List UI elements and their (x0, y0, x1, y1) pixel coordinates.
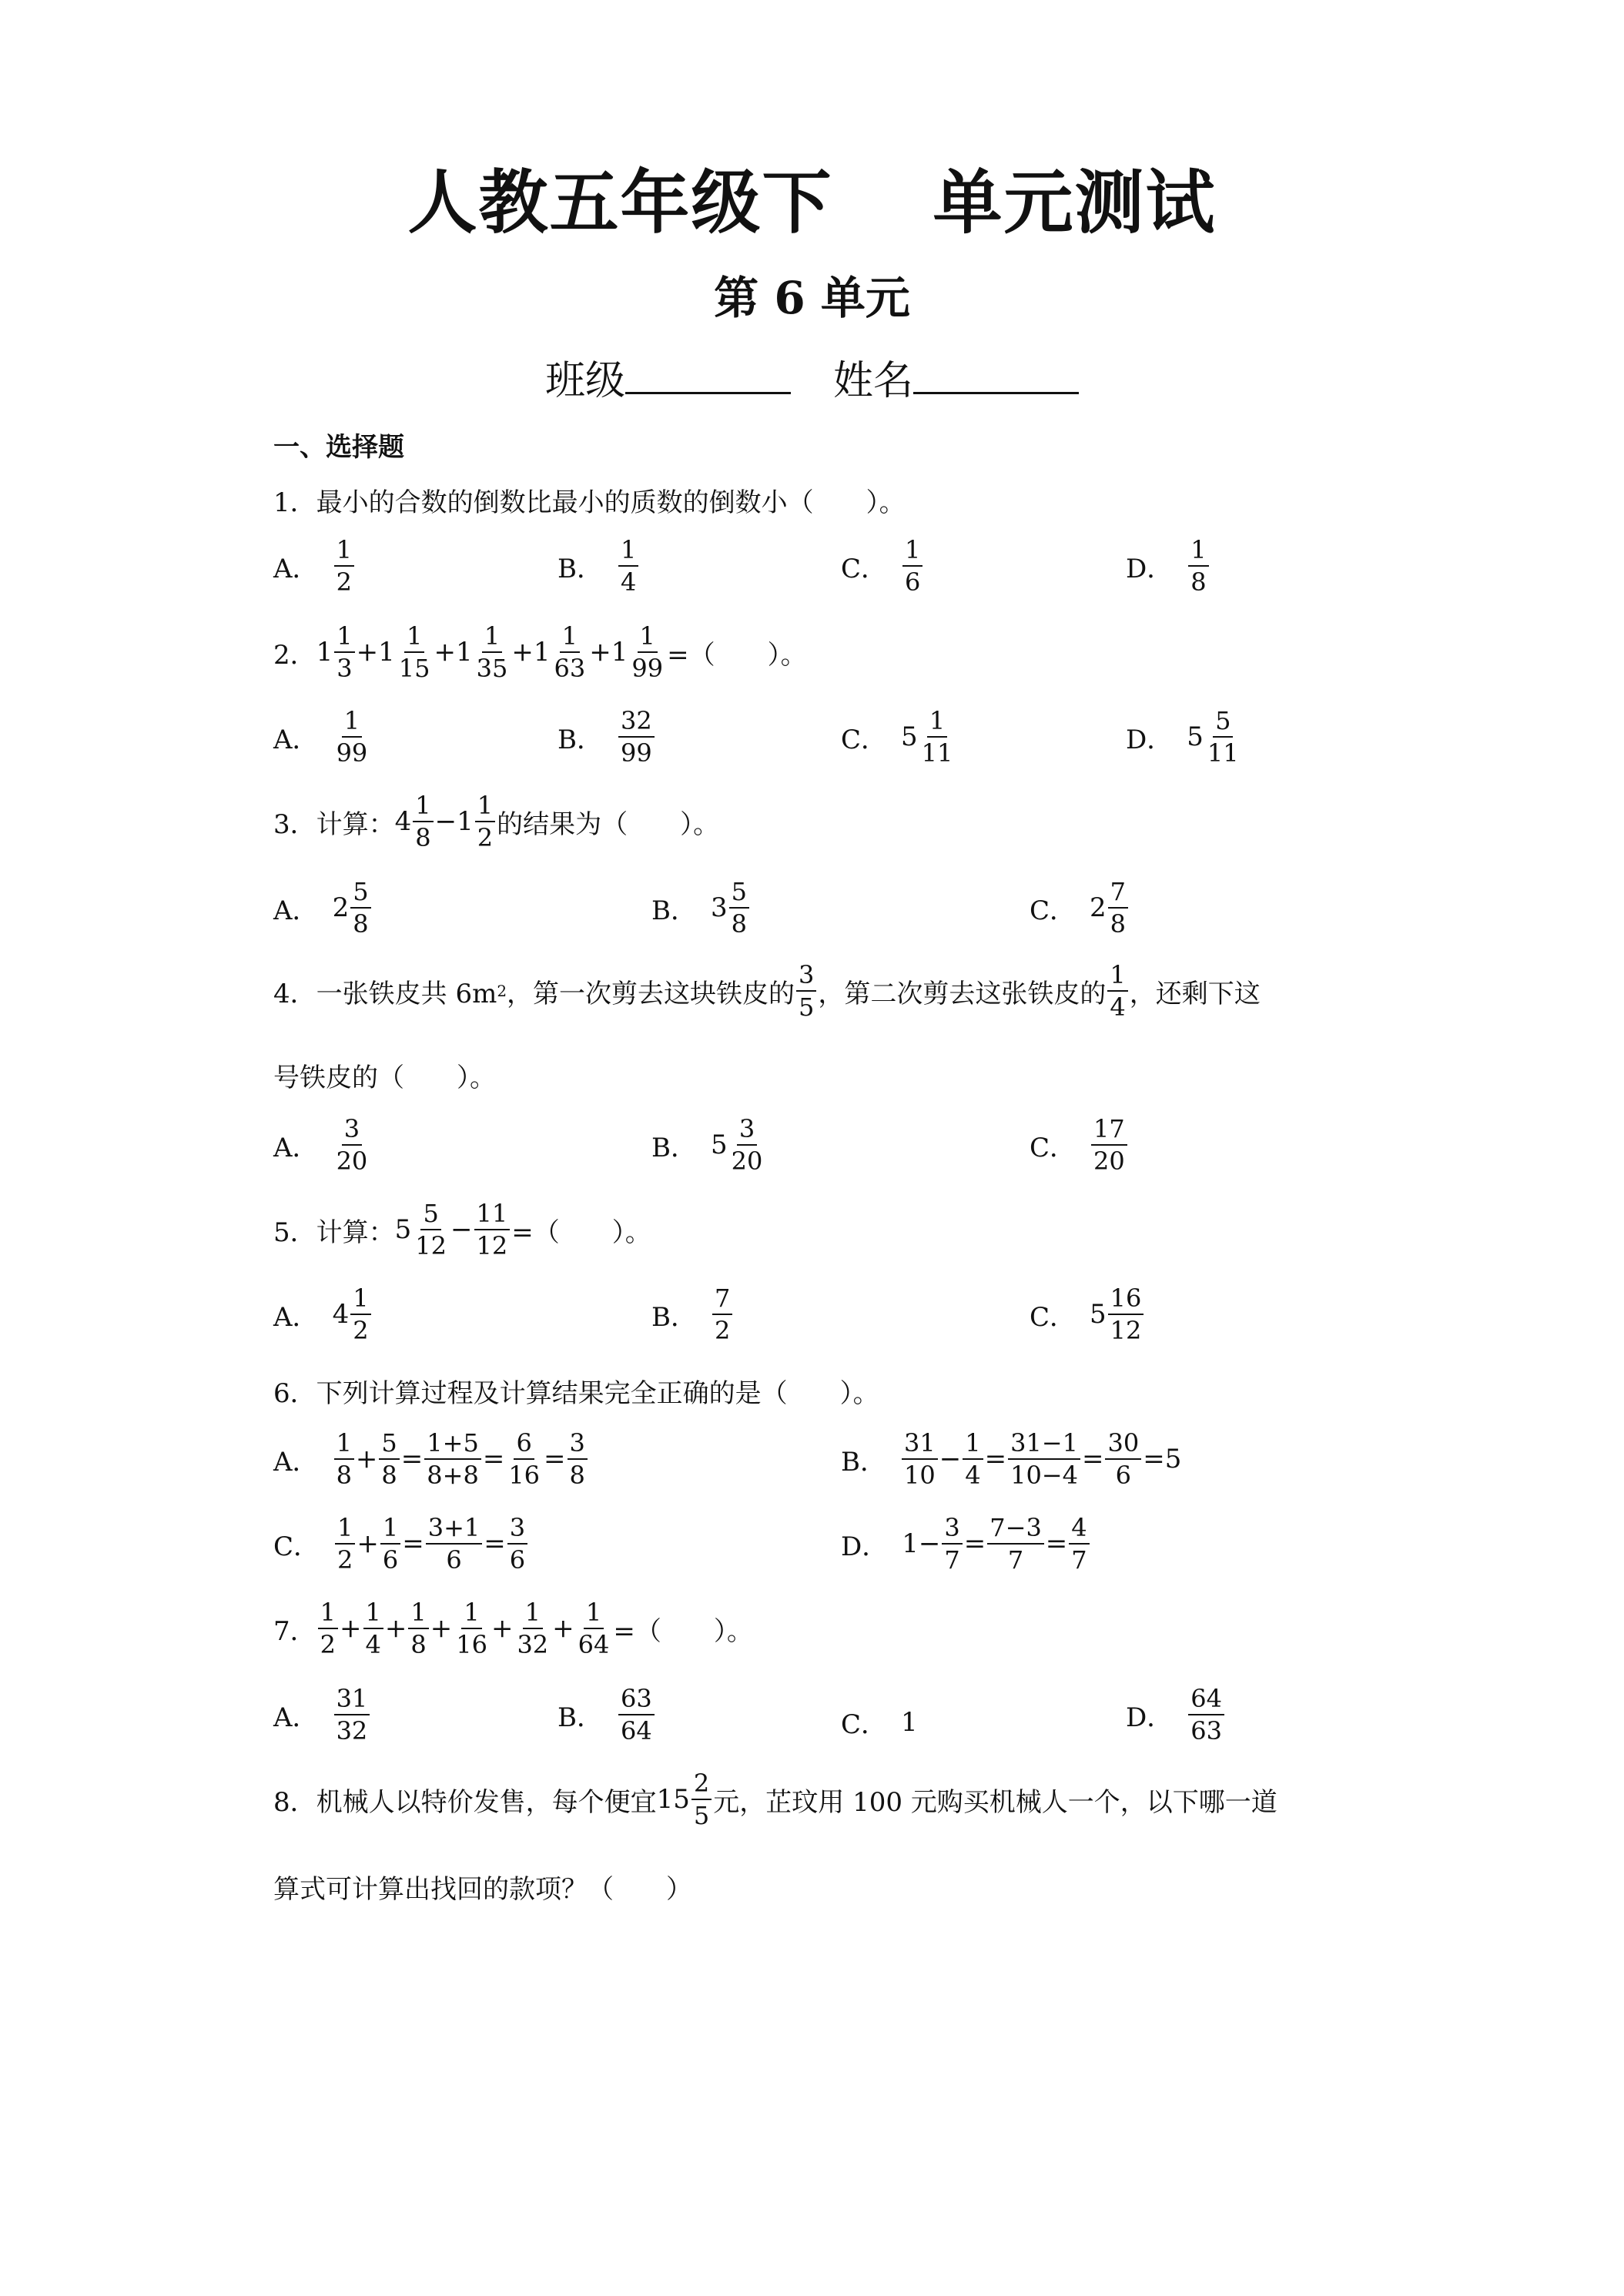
numerator: 7 (712, 1286, 732, 1315)
numerator: 63 (618, 1686, 655, 1715)
operator: − (918, 1528, 941, 1559)
numerator: 31−1 (1008, 1431, 1080, 1460)
unit-subtitle: 第 6 单元 (714, 272, 910, 324)
question-number: 2． (273, 639, 316, 671)
fraction (729, 1114, 765, 1176)
whole: 2 (1090, 892, 1107, 923)
plus-sign: + (356, 637, 379, 668)
denominator: 6 (382, 1545, 399, 1575)
q1-option-a[interactable] (273, 535, 356, 597)
numerator: 1 (475, 793, 495, 822)
q3-option-b[interactable] (651, 877, 751, 939)
page-title (0, 146, 1624, 246)
denominator: 7 (1007, 1545, 1024, 1575)
whole: 5 (394, 1214, 412, 1245)
numerator: 1 (334, 1431, 354, 1460)
denominator: 4 (1110, 992, 1126, 1022)
numerator: 1 (350, 1286, 370, 1315)
question-number: 7． (273, 1615, 316, 1647)
numerator: 1 (963, 1431, 983, 1460)
fraction (1188, 1686, 1224, 1743)
numerator: 3 (507, 1515, 527, 1545)
question-1: 1．最小的合数的倒数比最小的质数的倒数小（ ）。 (273, 487, 906, 518)
option-label: C． (273, 1531, 320, 1562)
denominator: 64 (621, 1716, 652, 1745)
fraction (1091, 1114, 1127, 1176)
fraction (334, 706, 370, 768)
denominator: 4 (965, 1461, 981, 1490)
option-label: C． (1030, 1301, 1077, 1333)
option-label: C． (841, 1709, 888, 1740)
q4-option-c[interactable] (1030, 1114, 1129, 1176)
option-label: B． (841, 1446, 886, 1478)
fraction (318, 1600, 338, 1657)
denominator: 2 (715, 1316, 731, 1345)
q2-option-a[interactable] (273, 706, 371, 768)
q1-option-d[interactable] (1126, 535, 1210, 597)
denominator: 20 (1093, 1146, 1125, 1176)
fraction (413, 1201, 449, 1258)
fraction (568, 1428, 588, 1490)
plus-sign: + (552, 1613, 574, 1644)
denominator: 6 (446, 1545, 462, 1575)
question-4-line2: 号铁皮的（ ）。 (273, 1063, 496, 1093)
numerator: 5 (420, 1201, 440, 1230)
numerator: 30 (1105, 1431, 1141, 1460)
q1-option-c[interactable] (841, 535, 924, 597)
minus-sign: − (434, 806, 457, 837)
numerator: 3+1 (426, 1515, 483, 1545)
plus-sign: + (340, 1613, 362, 1644)
fraction (942, 1513, 962, 1575)
equals-sign: = (1081, 1444, 1104, 1474)
numerator: 1 (413, 793, 433, 822)
fraction (618, 706, 655, 768)
denominator: 4 (621, 567, 637, 597)
numerator: 5 (350, 879, 370, 909)
denominator: 99 (631, 654, 664, 683)
equals-sign: = (984, 1444, 1007, 1474)
numerator: 1 (363, 1600, 383, 1629)
denominator: 8 (353, 909, 369, 939)
option-label: B． (651, 895, 697, 926)
class-label: 班级 (544, 358, 625, 404)
fraction (334, 1114, 370, 1176)
question-4 (273, 960, 1261, 1022)
option-label: A． (273, 724, 319, 755)
denominator: 11 (1207, 738, 1239, 768)
numerator: 1 (404, 624, 424, 653)
denominator: 8 (381, 1461, 397, 1490)
fraction (350, 877, 370, 939)
numerator: 32 (618, 708, 655, 738)
equals-sign: = (402, 1528, 424, 1559)
fraction (796, 960, 816, 1022)
q6-option-c[interactable] (273, 1513, 529, 1575)
numerator: 5 (1213, 708, 1233, 738)
numerator: 6 (514, 1431, 534, 1460)
numerator: 5 (379, 1431, 399, 1460)
option-label: D． (1126, 724, 1174, 755)
fraction (426, 1513, 483, 1575)
fraction (474, 1201, 511, 1258)
numerator: 1 (334, 537, 354, 567)
q5-option-c[interactable] (1030, 1286, 1145, 1343)
q7-option-b[interactable] (558, 1686, 656, 1743)
denominator: 8 (569, 1461, 585, 1490)
fraction (363, 1600, 383, 1657)
option-label: D． (1126, 553, 1174, 584)
class-blank (625, 358, 791, 394)
q6-option-b[interactable] (841, 1428, 1182, 1490)
fraction (1108, 1286, 1144, 1343)
denominator: 32 (336, 1716, 368, 1745)
result-value: 5 (1164, 1444, 1182, 1474)
fraction (475, 793, 495, 850)
numerator: 2 (691, 1771, 712, 1800)
denominator: 6 (509, 1545, 526, 1575)
numerator: 3 (942, 1515, 962, 1545)
option-label: C． (841, 724, 888, 755)
fraction (1105, 1428, 1141, 1490)
q6-option-d[interactable] (841, 1513, 1091, 1575)
question-text: 元，芷玟用 100 元购买机械人一个，以下哪一道 (713, 1786, 1277, 1818)
numerator: 31 (902, 1431, 938, 1460)
plus-sign: + (434, 637, 456, 668)
denominator: 99 (621, 738, 652, 768)
question-text: 的结果为（ ）。 (497, 808, 720, 840)
fraction (350, 1286, 370, 1343)
fraction (919, 706, 956, 768)
fraction (380, 1513, 400, 1575)
numerator: 31 (334, 1686, 370, 1715)
fraction (712, 1286, 732, 1343)
numerator: 16 (1108, 1286, 1144, 1315)
denominator: 8 (415, 823, 431, 852)
fraction (618, 1686, 655, 1743)
minus-sign: − (450, 1214, 473, 1245)
fraction (1188, 535, 1208, 597)
operator: + (357, 1528, 379, 1559)
numerator: 1 (927, 708, 947, 738)
operator: + (355, 1444, 378, 1474)
denominator: 15 (398, 654, 430, 683)
fraction (424, 1428, 481, 1490)
q7-option-c[interactable] (841, 1703, 918, 1741)
operator: − (939, 1444, 962, 1474)
fraction (902, 535, 922, 597)
numerator: 1 (560, 624, 580, 653)
q3-option-c[interactable] (1030, 877, 1130, 939)
question-7 (273, 1600, 753, 1657)
denominator: 11 (921, 738, 953, 768)
numerator: 1 (584, 1600, 604, 1629)
equals-sign: = (1143, 1444, 1165, 1474)
q6-option-a[interactable] (273, 1428, 589, 1490)
fraction (729, 877, 749, 939)
equals-sign: = (544, 1444, 566, 1474)
question-text: ，还剩下这 (1129, 978, 1261, 1009)
plus-sign: + (491, 1613, 514, 1644)
numerator: 1 (482, 624, 502, 653)
option-label: A． (273, 1446, 319, 1478)
numerator: 1 (318, 1600, 338, 1629)
option-label: C． (1030, 895, 1077, 926)
plus-sign: + (430, 1613, 453, 1644)
fraction (397, 621, 433, 683)
question-text: ，第二次剪去这张铁皮的 (818, 978, 1107, 1009)
fraction (335, 1513, 355, 1575)
option-label: B． (651, 1301, 697, 1333)
whole: 5 (711, 1130, 728, 1160)
numerator: 11 (474, 1201, 511, 1230)
numerator: 3 (796, 962, 816, 992)
fraction (334, 1686, 370, 1743)
denominator: 20 (731, 1146, 763, 1176)
q1-option-b[interactable] (558, 535, 640, 597)
denominator: 6 (1115, 1461, 1131, 1490)
numerator: 1 (523, 1600, 543, 1629)
fraction (629, 621, 665, 683)
denominator: 8 (1110, 909, 1127, 939)
denominator: 3 (337, 654, 353, 683)
denominator: 20 (336, 1146, 368, 1176)
q3-option-a[interactable] (273, 877, 373, 939)
option-label: A． (273, 1702, 319, 1733)
question-8-line2: 算式可计算出找回的款项？（ ） (273, 1874, 692, 1905)
name-label: 姓名 (833, 358, 914, 404)
fraction (1107, 960, 1127, 1022)
fraction (408, 1600, 428, 1657)
whole: 15 (656, 1784, 690, 1815)
whole: 1 (902, 1528, 919, 1559)
question-2 (273, 621, 807, 683)
answer-blank: =（ ）。 (511, 1217, 651, 1248)
option-label: B． (558, 1702, 603, 1733)
numerator: 5 (729, 879, 749, 909)
numerator: 1+5 (424, 1431, 481, 1460)
q2-option-b[interactable] (558, 706, 656, 768)
whole: 5 (1187, 721, 1204, 752)
numerator: 3 (737, 1116, 757, 1146)
numerator: 1 (902, 537, 922, 567)
option-label: B． (558, 553, 603, 584)
denominator: 7 (944, 1545, 960, 1575)
denominator: 63 (1190, 1716, 1222, 1745)
denominator: 5 (693, 1801, 710, 1830)
numerator: 7 (1108, 879, 1128, 909)
numerator: 3 (342, 1116, 362, 1146)
fraction (1108, 877, 1128, 939)
denominator: 8 (410, 1630, 427, 1659)
superscript: 2 (497, 982, 507, 1000)
fraction (691, 1771, 712, 1828)
fraction (514, 1600, 551, 1657)
numerator: 1 (638, 624, 658, 653)
denominator: 63 (554, 654, 586, 683)
option-label: C． (1030, 1132, 1077, 1163)
whole: 4 (332, 1299, 350, 1330)
numerator: 1 (408, 1600, 428, 1629)
option-label: A． (273, 895, 319, 926)
title-left: 人教五年级下 (407, 162, 833, 243)
denominator: 32 (517, 1630, 549, 1659)
answer-blank: =（ ）。 (613, 1615, 753, 1647)
fraction (474, 621, 511, 683)
fraction (334, 1428, 354, 1490)
q4-option-a[interactable] (273, 1114, 371, 1176)
question-5 (273, 1201, 651, 1258)
numerator: 1 (334, 624, 354, 653)
equals-sign: = (484, 1528, 506, 1559)
option-label: D． (841, 1531, 889, 1562)
fraction (1205, 706, 1241, 768)
numerator: 17 (1091, 1116, 1127, 1146)
numerator: 1 (618, 537, 638, 567)
section-heading: 一、选择题 (273, 432, 404, 463)
denominator: 12 (1110, 1316, 1142, 1345)
denominator: 16 (456, 1630, 487, 1659)
fraction (987, 1513, 1044, 1575)
question-text: 4．一张铁皮共 6m (273, 978, 497, 1009)
equals-sign: = (482, 1444, 505, 1474)
denominator: 4 (365, 1630, 381, 1659)
numerator: 1 (461, 1600, 481, 1629)
question-3 (273, 793, 719, 850)
whole: 5 (901, 721, 918, 752)
numerator: 3 (568, 1431, 588, 1460)
answer-blank: =（ ）。 (667, 639, 807, 671)
whole: 1 (533, 637, 551, 668)
q4-option-b[interactable] (651, 1114, 766, 1176)
fraction (902, 1428, 938, 1490)
denominator: 2 (336, 567, 352, 597)
denominator: 8 (731, 909, 747, 939)
question-text: 3．计算： (273, 808, 395, 840)
whole: 2 (332, 892, 350, 923)
option-label: C． (841, 553, 888, 584)
numerator: 4 (1069, 1515, 1089, 1545)
q2-option-c[interactable] (841, 706, 956, 768)
denominator: 2 (353, 1316, 369, 1345)
fraction (576, 1600, 612, 1657)
equals-sign: = (400, 1444, 424, 1474)
fraction (454, 1600, 490, 1657)
numerator: 1 (1188, 537, 1208, 567)
denominator: 6 (905, 567, 921, 597)
denominator: 2 (477, 823, 494, 852)
numerator: 1 (1107, 962, 1127, 992)
fraction (552, 621, 588, 683)
option-label: A． (273, 1132, 319, 1163)
fraction (379, 1428, 399, 1490)
option-label: B． (558, 724, 603, 755)
denominator: 10 (904, 1461, 936, 1490)
q2-option-d[interactable] (1126, 706, 1243, 768)
fraction (618, 535, 638, 597)
student-info-line (0, 348, 1624, 406)
whole: 4 (394, 806, 412, 837)
option-label: A． (273, 1301, 319, 1333)
whole: 1 (316, 637, 333, 668)
q7-option-a[interactable] (273, 1686, 371, 1743)
denominator: 5 (799, 992, 815, 1022)
equals-sign: = (1045, 1528, 1068, 1559)
option-label: A． (273, 553, 319, 584)
fraction (334, 535, 354, 597)
numerator: 1 (342, 708, 362, 738)
whole: 1 (456, 637, 473, 668)
whole: 1 (611, 637, 628, 668)
fraction (963, 1428, 983, 1490)
denominator: 2 (337, 1545, 353, 1575)
q5-option-a[interactable] (273, 1286, 373, 1343)
denominator: 8 (1190, 567, 1207, 597)
plus-sign: + (589, 637, 611, 668)
q5-option-b[interactable] (651, 1286, 734, 1343)
plus-sign: + (511, 637, 534, 668)
name-blank (913, 358, 1079, 394)
denominator: 64 (578, 1630, 610, 1659)
fraction (413, 793, 433, 850)
plus-sign: + (384, 1613, 407, 1644)
denominator: 99 (336, 738, 368, 768)
numerator: 64 (1188, 1686, 1224, 1715)
numerator: 1 (380, 1515, 400, 1545)
fraction (506, 1428, 542, 1490)
denominator: 10−4 (1010, 1461, 1078, 1490)
whole: 1 (457, 806, 474, 837)
numerator: 7−3 (987, 1515, 1044, 1545)
denominator: 12 (476, 1231, 508, 1260)
denominator: 8 (336, 1461, 352, 1490)
whole: 3 (711, 892, 728, 923)
denominator: 2 (320, 1630, 336, 1659)
title-right: 单元测试 (933, 162, 1217, 243)
whole: 5 (1090, 1299, 1107, 1330)
option-label: B． (651, 1132, 697, 1163)
question-text: 5．计算： (273, 1217, 395, 1248)
question-6: 6．下列计算过程及计算结果完全正确的是（ ）。 (273, 1378, 879, 1409)
denominator: 35 (476, 654, 508, 683)
fraction (1069, 1513, 1089, 1575)
denominator: 8+8 (427, 1461, 479, 1490)
question-text: ，第一次剪去这块铁皮的 (507, 978, 795, 1009)
option-value: 1 (901, 1706, 918, 1738)
option-label: D． (1126, 1702, 1174, 1733)
denominator: 7 (1071, 1545, 1087, 1575)
q7-option-d[interactable] (1126, 1686, 1226, 1743)
equals-sign: = (963, 1528, 986, 1559)
denominator: 12 (415, 1231, 447, 1260)
fraction (1008, 1428, 1080, 1490)
numerator: 1 (335, 1515, 355, 1545)
fraction (507, 1513, 527, 1575)
fraction (334, 621, 354, 683)
denominator: 16 (508, 1461, 541, 1490)
whole: 1 (378, 637, 395, 668)
question-8 (273, 1771, 1277, 1828)
question-text: 8．机械人以特价发售，每个便宜 (273, 1786, 657, 1818)
